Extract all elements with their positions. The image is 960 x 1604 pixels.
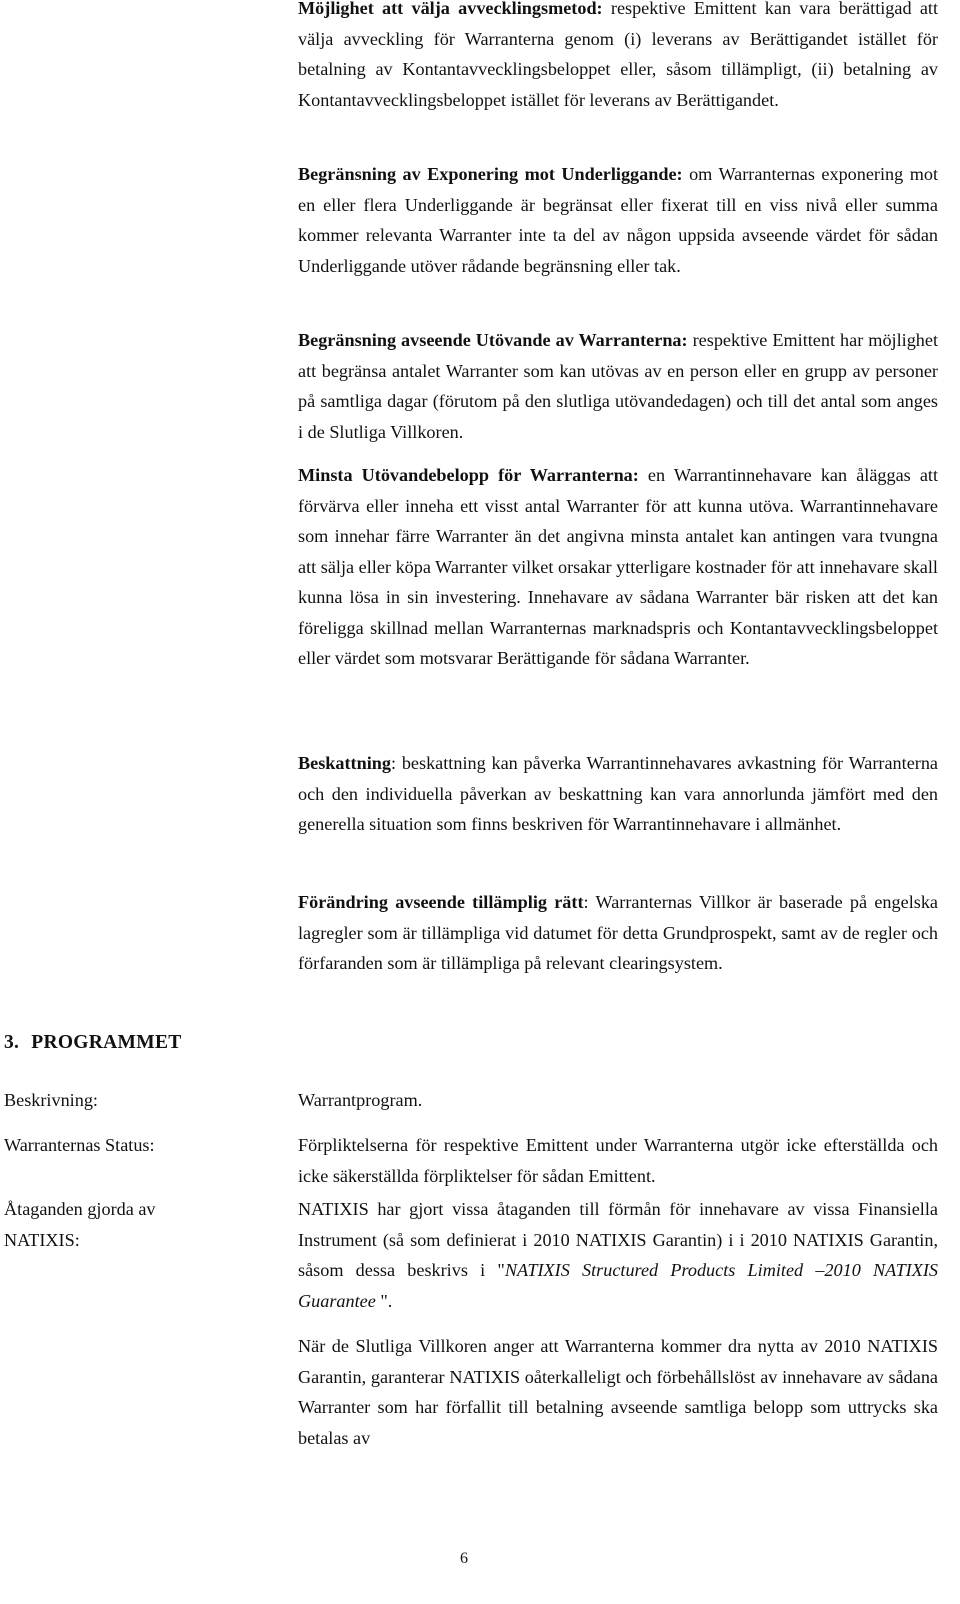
label-natixis-commitments: Åtaganden gjorda av NATIXIS:: [4, 1199, 156, 1250]
label-status: Warranternas Status:: [4, 1135, 155, 1155]
paragraph-exercise-limitation: [298, 325, 938, 447]
paragraph-governing-law: [298, 887, 938, 979]
paragraph-exposure-limitation: [298, 159, 938, 281]
value-text: Warrantprogram.: [298, 1090, 423, 1110]
value-text: NATIXIS har gjort vissa åtaganden till förmån för innehavare av vissa Finansiella Instrument (så som definierat i 2010 NATIXIS Garantin) i i 2010 NATIXIS Garantin, såsom dessa beskrivs i ": [298, 1199, 938, 1280]
paragraph-heading: Möjlighet att välja avvecklingsmetod:: [298, 0, 603, 18]
paragraph-body: om Warranternas exponering mot en eller flera Underliggande är begränsat eller fixerat till en viss nivå eller summa kommer relevanta Warranter inte ta del av någon uppsida avseende värdet för sådan Underliggande utöver rådande begränsning eller tak.: [298, 164, 938, 276]
paragraph-body: : Warranternas Villkor är baserade på engelska lagregler som är tillämpliga vid datumet för detta Grundprospekt, samt av de regler och förfaranden som är tillämpliga på relevant clearingsystem.: [298, 892, 938, 973]
label-description: Beskrivning:: [4, 1090, 98, 1110]
guarantee-title: NATIXIS Structured Products Limited –2010 NATIXIS Guarantee: [298, 1260, 939, 1311]
value-text: Förpliktelserna för respektive Emittent under Warranterna utgör icke efterställda och icke säkerställda förpliktelser för sådan Emittent.: [298, 1135, 938, 1186]
paragraph-heading: Begränsning avseende Utövande av Warranterna:: [298, 330, 688, 350]
section-title: PROGRAMMET: [31, 1032, 182, 1053]
section-heading-programme: [4, 1028, 182, 1058]
paragraph-guarantee-continuation: [298, 1331, 938, 1453]
section-number: 3.: [4, 1032, 20, 1053]
paragraph-body: en Warrantinnehavare kan åläggas att förvärva eller inneha ett visst antal Warranter för att kunna utöva. Warrantinnehavare som innehar färre Warranter än det angivna minsta antalet kan antingen vara tvungna att sälja eller köpa Warranter vilket orsakar ytterligare kostnader för att innehavare skall kunna lösa in sin investering. Innehavare av sådana Warranter bär risken att det kan föreligga skillnad mellan Warranternas marknadspris och Kontantavvecklingsbeloppet eller värdet som motsvarar Berättigande för sådana Warranter.: [298, 465, 938, 668]
value-description: [298, 1085, 938, 1116]
page-number: 6: [460, 1550, 468, 1567]
paragraph-taxation: [298, 748, 938, 840]
paragraph-heading: Beskattning: [298, 753, 391, 773]
paragraph-heading: Minsta Utövandebelopp för Warranterna:: [298, 465, 639, 485]
value-text-end: ".: [375, 1290, 393, 1311]
paragraph-heading: Begränsning av Exponering mot Underliggande:: [298, 164, 683, 184]
paragraph-body: respektive Emittent kan vara berättigad att välja avveckling för Warranterna genom (i) leverans av Berättigandet istället för betalning av Kontantavvecklingsbeloppet eller, såsom tillämpligt, (ii) betalning av Kontantavvecklingsbeloppet istället för leverans av Berättigandet.: [298, 0, 938, 110]
paragraph-settlement-method: [298, 0, 938, 115]
value-status: [298, 1130, 938, 1191]
paragraph-body: respektive Emittent har möjlighet att begränsa antalet Warranter som kan utövas av en person eller en grupp av personer på samtliga dagar (förutom på den slutliga utövandedagen) och till det antal som anges i de Slutliga Villkoren.: [298, 330, 939, 442]
paragraph-minimum-exercise: [298, 460, 938, 674]
paragraph-body: : beskattning kan påverka Warrantinnehavares avkastning för Warranterna och den individuella påverkan av beskattning kan vara annorlunda jämfört med den generella situation som finns beskriven för Warrantinnehavare i allmänhet.: [298, 753, 938, 834]
paragraph-heading: Förändring avseende tillämplig rätt: [298, 892, 584, 912]
paragraph-body: När de Slutliga Villkoren anger att Warranterna kommer dra nytta av 2010 NATIXIS Garantin, garanterar NATIXIS oåterkalleligt och förbehållslöst av innehavare av sådana Warranter som har förfallit till betalning avseende samtliga belopp som uttrycks ska betalas av: [298, 1336, 938, 1448]
value-natixis-commitments: [298, 1194, 938, 1316]
